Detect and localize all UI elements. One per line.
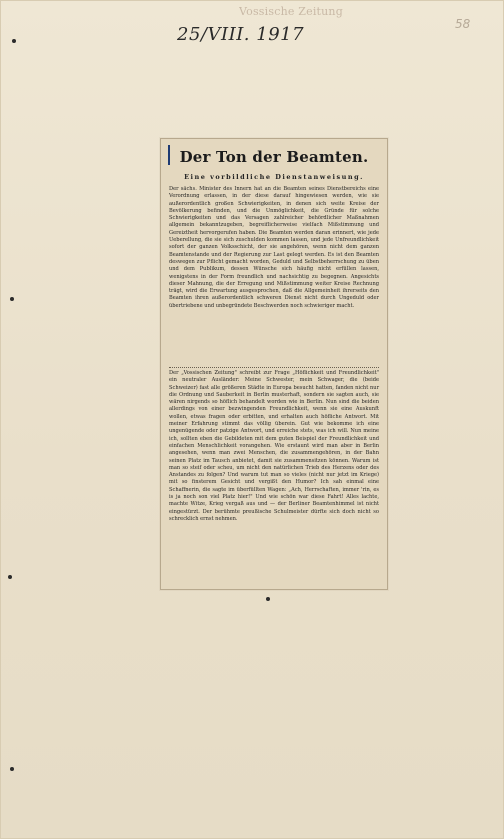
article-paragraph: Der sächs. Minister des Innern hat an die Beamten seines Dienstbereichs eine Verordnung erlassen, in der diese darauf hingewiesen werden, wie sie außerordentlich großen Schwierigkeiten, in denen sich weite Kreise der Bevölkerung befinden, und die Unmöglichkeit, die Gründe für solche Schwierigkeiten und das Versagen zahlreicher behördlicher Maßnahmen allgemein bekanntzugeben, begreiflicherweise vielfach Mißstimmung und Gereiztheit hervorgerufen haben. Die Beamten werden daran erinnert, wie jede Ueberellung, die sie sich zuschulden kommen lassen, und jede Unfreundlichkeit sofort der ganzen Volksschicht, der sie angehören, wenn nicht dem ganzen Beamtenstande und der Regierung zur Last gelegt werden. Es ist den Beamten deswegen zur Pflicht gemacht worden, Geduld und Selbstbeherrschung zu üben und dem Publikum, dessen Wünsche sich häufig nicht erfüllen lassen, wenigstens in der Form freundlich und nachsichtig zu begegnen. Angesichts dieser Mahnung, die der Erregung und Mißstimmung weiter Kreise Rechnung trägt, wird die Erwartung ausgesprochen, daß die Allgemeinheit ihrerseits den Beamten ihren außerordentlich schweren Dienst nicht durch Ungeduld oder übertriebene und unbegründete Beschwerden noch schwieriger macht.	[169, 186, 379, 309]
article-headline: Der Ton der Beamten.	[179, 148, 369, 166]
clipping-edge-mark	[168, 145, 170, 165]
punch-hole	[8, 575, 12, 579]
article-paragraph: Der „Vossischen Zeitung" schreibt zur Frage „Höflichkeit und Freundlichkeit" ein neutraler Ausländer: Meine Schwester, mein Schwager, die (beide Schweizer) fast alle größeren Städte in Europa besucht hatten, fanden nicht nur die Ordnung und Sauberkeit in Berlin musterhaft, sondern sie sagten auch, sie wären nirgends so höflich behandelt worden wie in Berlin. Nun sind die beiden allerdings von einer bezwingenden Freundlichkeit, wenn sie eine Auskunft wollen, etwas fragen oder erbitten, und erhalten auch höfliche Antwort. Mit meiner Erfahrung stimmt das völlig überein. Gut wie bekomme ich eine ungenügende oder patzige Antwort, und erreiche stets, was ich will. Nun meine ich, sollten eben die Gebildeten mit dem guten Beispiel der Freundlichkeit und einfachen Menschlichkeit vorangehen. Wie erstaunt wird man aber in Berlin angesehen, wenn man zwei Menschen, die zusammengehören, in der Bahn seinen Platz im Tausch anbietet, damit sie zusammensitzen können. Warum ist man so steif oder scheu, um nicht den natürlichen Trieb des Herzens oder des Anstandes zu folgen? Und warum tut man so vieles (nicht nur jetzt im Kriege) mit so finsterem Gesicht und vergißt den Humor? Ich sah einmal eine Schaffnerin, die sagte im überfüllten Wagen: „Ach, Herrschaften, immer 'rin, es is ja noch son viel Platz hier!" Und wie schön war diese Fahrt! Alles lachte, machte Witze, Krieg vergaß aus und — der Berliner Beamtenhimmel ist nicht eingestürzt. Der berühmte preußische Schulmeister dürfte sich doch nicht so schrecklich ernst nehmen.	[169, 370, 379, 522]
punch-hole	[12, 39, 16, 43]
punch-hole	[10, 767, 14, 771]
section-divider	[169, 367, 379, 369]
newspaper-clipping	[160, 138, 388, 590]
newspaper-stamp: Vossische Zeitung	[239, 5, 343, 18]
handwritten-date: 25/VIII. 1917	[177, 24, 305, 45]
stray-mark	[266, 597, 270, 601]
punch-hole	[10, 297, 14, 301]
page-number: 58	[455, 17, 471, 31]
article-subheadline: Eine vorbildliche Dienstanweisung.	[184, 173, 364, 181]
